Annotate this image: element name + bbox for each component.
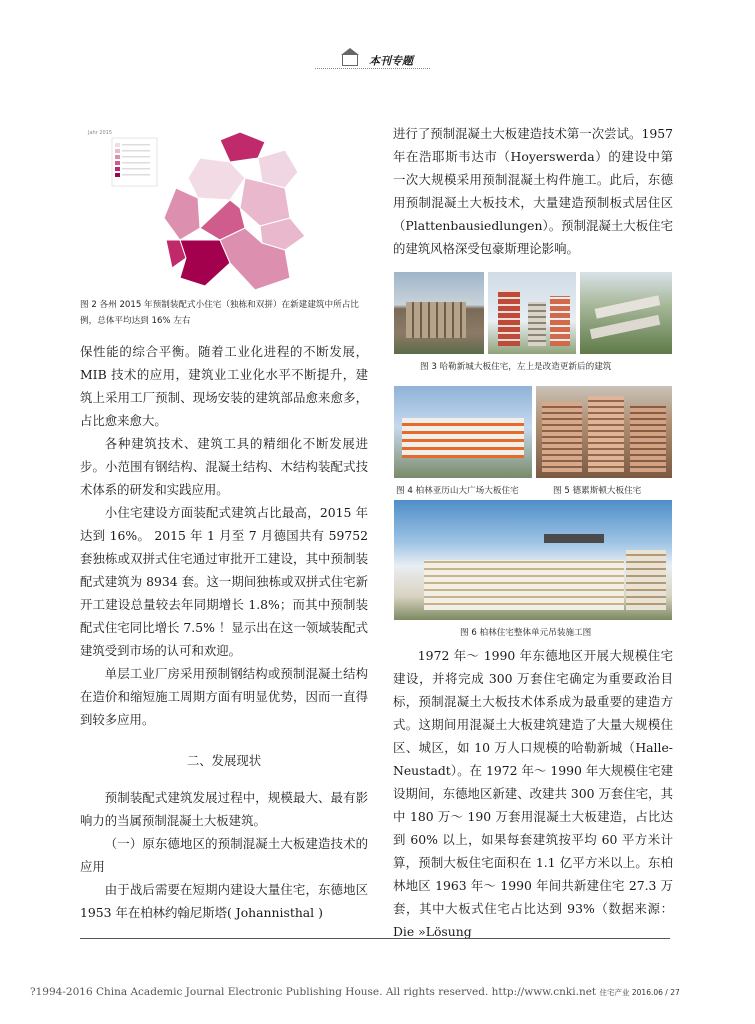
figure-2-map <box>80 128 370 293</box>
page-number: 住宅产业 2016.06 / 27 <box>599 988 680 997</box>
header-dotted-rule <box>315 68 430 69</box>
paragraph: 预制装配式建筑发展过程中，规模最大、最有影响力的当属预制混凝土大板建筑。 <box>80 790 368 828</box>
figure-5-photo <box>536 386 672 478</box>
section-heading: 二、发展现状 <box>186 753 262 768</box>
subsection-heading: （一）原东德地区的预制混凝土大板建造技术的应用 <box>80 836 368 874</box>
right-column-bottom <box>393 644 673 943</box>
paragraph: 各种建筑技术、建筑工具的精细化不断发展进步。小范围有钢结构、混凝土结构、木结构装配式技术体系的研发和实践应用。 <box>80 436 368 497</box>
house-icon <box>342 55 358 66</box>
header-title: 本刊专题 <box>369 54 414 68</box>
figure-6-photo <box>394 500 672 620</box>
right-column-top <box>393 122 673 260</box>
paragraph: 单层工业厂房采用预制钢结构或预制混凝土结构在造价和缩短施工周期方面有明显优势，因而一直得到较多应用。 <box>80 666 368 727</box>
page-header <box>0 50 755 69</box>
copyright-notice: ?1994-2016 China Academic Journal Electronic Publishing House. All rights reserved. http://www.cnki.net <box>30 986 597 998</box>
figure-3-photo-right <box>580 272 672 354</box>
figure-4-caption: 图 4 柏林亚历山大广场大板住宅 <box>396 486 519 496</box>
figure-5-caption: 图 5 德累斯顿大板住宅 <box>553 486 642 496</box>
germany-map <box>164 132 305 290</box>
paragraph: 保性能的综合平衡。随着工业化进程的不断发展，MIB 技术的应用，建筑业工业化水平不断提升，建筑上采用工厂预制、现场安装的建筑部品愈来愈多，占比愈来愈大。 <box>80 344 368 428</box>
footer-rule <box>80 938 670 939</box>
paragraph: 小住宅建设方面装配式建筑占比最高，2015 年达到 16%。 2015 年 1 月至 7 月德国共有 59752 套独栋或双拼式住宅通过审批开工建设，其中预制装配式建筑为 8934 套。这一期间独栋或双拼式住宅新开工建设总量较去年同期增长 1.8%；而其中预制装配式住宅同比增长 7.5% ！显示出在这一领域装配式建筑受到市场的认可和欢迎。 <box>80 505 368 658</box>
figure-2-caption: 图 2 各州 2015 年预制装配式小住宅（独栋和双拼）在新建建筑中所占比例，总体平均达到 16% 左右 <box>80 300 359 326</box>
figure-3-caption: 图 3 哈勒新城大板住宅，左上是改造更新后的建筑 <box>420 362 612 372</box>
figure-3-photo-left <box>394 272 484 354</box>
footer <box>30 986 730 998</box>
figure-6-caption: 图 6 柏林住宅整体单元吊装施工图 <box>460 628 592 638</box>
paragraph: 1972 年～ 1990 年东德地区开展大规模住宅建设，并将完成 300 万套住宅确定为重要政治目标，预制混凝土大板技术体系成为最重要的建造方式。这期间用混凝土大板建筑建造了大量大规模住区、城区，如 10 万人口规模的哈勒新城（Halle-Neustadt）。在 1972 年～ 1990 年大规模住宅建设期间，东德地区新建、改建共 300 万套住宅，其中 180 万～ 190 万套用混凝土大板建造，占比达到 60% 以上，如果每套建筑按平均 60 平方米计算，预制大板住宅面积在 1.1 亿平方米以上。东柏林地区 1963 年～ 1990 年间共新建住宅 27.3 万套，其中大板式住宅占比达到 93%（数据来源：Die »Lösung <box>393 648 673 939</box>
paragraph: 由于战后需要在短期内建设大量住宅，东德地区 1953 年在柏林约翰尼斯塔( Johannisthal ) <box>80 882 368 920</box>
figure-3-photo-middle <box>488 272 576 354</box>
legend-title: Jahr 2015 <box>88 130 113 136</box>
paragraph: 进行了预制混凝土大板建造技术第一次尝试。1957 年在浩耶斯韦达市（Hoyerswerda）的建设中第一次大规模采用预制混凝土构件施工。此后，东德用预制混凝土大板技术，大量建造预制板式居住区（Plattenbausiedlungen）。预制混凝土大板住宅的建筑风格深受包豪斯理论影响。 <box>393 126 673 256</box>
figure-4-photo <box>394 386 532 478</box>
left-column <box>80 340 368 924</box>
